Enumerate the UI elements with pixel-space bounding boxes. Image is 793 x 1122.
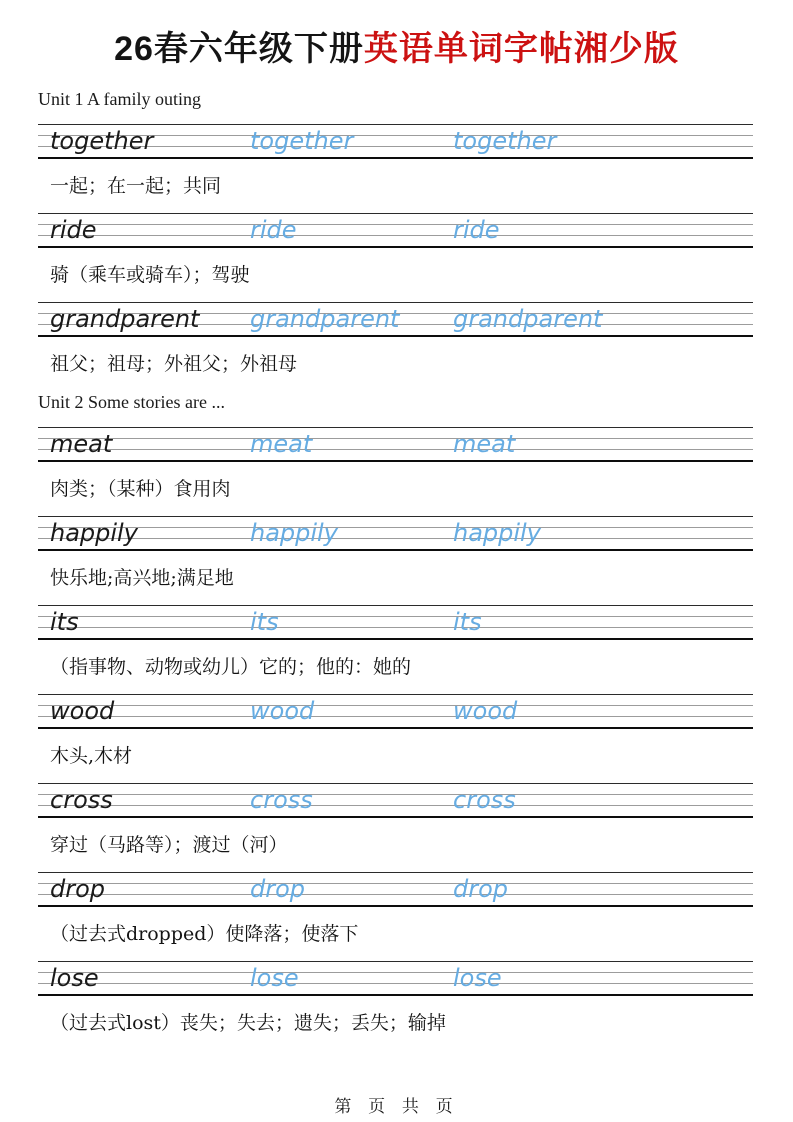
word-grid bbox=[38, 783, 753, 818]
word-trace-2: lose bbox=[453, 964, 502, 992]
word-sample: ride bbox=[50, 216, 97, 244]
word-trace-1: together bbox=[250, 127, 354, 155]
word-trace-1: lose bbox=[250, 964, 299, 992]
page-footer: 第 页 共 页 bbox=[334, 1097, 459, 1116]
word-grid bbox=[38, 961, 753, 996]
word-meaning: 一起；在一起；共同 bbox=[50, 175, 222, 197]
word-trace-1: its bbox=[250, 608, 279, 636]
word-trace-2: together bbox=[453, 127, 557, 155]
word-trace-1: happily bbox=[250, 519, 338, 547]
word-grid bbox=[38, 427, 753, 462]
word-meaning: 骑（乘车或骑车）；驾驶 bbox=[50, 264, 250, 286]
word-trace-1: wood bbox=[250, 697, 315, 725]
word-trace-1: meat bbox=[250, 430, 313, 458]
word-meaning: 穿过（马路等）；渡过（河） bbox=[50, 834, 288, 856]
word-trace-2: drop bbox=[453, 875, 509, 903]
word-trace-2: cross bbox=[453, 786, 516, 814]
word-meaning: （过去式lost）丧失；失去；遗失；丢失；输掉 bbox=[50, 1012, 446, 1034]
unit-heading-1: Unit 1 A family outing bbox=[38, 89, 202, 109]
page-title bbox=[0, 28, 793, 70]
unit-heading-2: Unit 2 Some stories are ... bbox=[38, 392, 225, 412]
word-sample: lose bbox=[50, 964, 99, 992]
word-trace-1: ride bbox=[250, 216, 297, 244]
word-sample: cross bbox=[50, 786, 113, 814]
word-trace-1: drop bbox=[250, 875, 306, 903]
word-sample: its bbox=[50, 608, 79, 636]
word-sample: meat bbox=[50, 430, 113, 458]
worksheet-body bbox=[38, 88, 753, 1035]
word-sample: happily bbox=[50, 519, 138, 547]
word-trace-1: cross bbox=[250, 786, 313, 814]
word-grid bbox=[38, 302, 753, 337]
word-grid bbox=[38, 694, 753, 729]
word-meaning: （过去式dropped）使降落；使落下 bbox=[50, 923, 359, 945]
word-meaning: （指事物、动物或幼儿）它的；他的：她的 bbox=[50, 656, 412, 678]
page-title-red: 英语单词字帖湘少版 bbox=[363, 30, 679, 68]
word-sample: together bbox=[50, 127, 154, 155]
word-sample: wood bbox=[50, 697, 115, 725]
word-trace-2: wood bbox=[453, 697, 518, 725]
word-trace-2: meat bbox=[453, 430, 516, 458]
word-grid bbox=[38, 213, 753, 248]
word-meaning: 祖父；祖母；外祖父；外祖母 bbox=[50, 353, 298, 375]
word-trace-2: its bbox=[453, 608, 482, 636]
word-grid bbox=[38, 605, 753, 640]
word-meaning: 快乐地;高兴地;满足地 bbox=[50, 567, 234, 589]
word-sample: drop bbox=[50, 875, 106, 903]
word-meaning: 木头,木材 bbox=[50, 745, 133, 767]
word-grid bbox=[38, 124, 753, 159]
word-grid bbox=[38, 872, 753, 907]
word-meaning: 肉类；（某种）食用肉 bbox=[50, 478, 231, 500]
word-trace-1: grandparent bbox=[250, 305, 400, 333]
page-title-black: 26春六年级下册 bbox=[114, 30, 364, 68]
word-trace-2: grandparent bbox=[453, 305, 603, 333]
word-sample: grandparent bbox=[50, 305, 200, 333]
word-trace-2: happily bbox=[453, 519, 541, 547]
word-grid bbox=[38, 516, 753, 551]
word-trace-2: ride bbox=[453, 216, 500, 244]
